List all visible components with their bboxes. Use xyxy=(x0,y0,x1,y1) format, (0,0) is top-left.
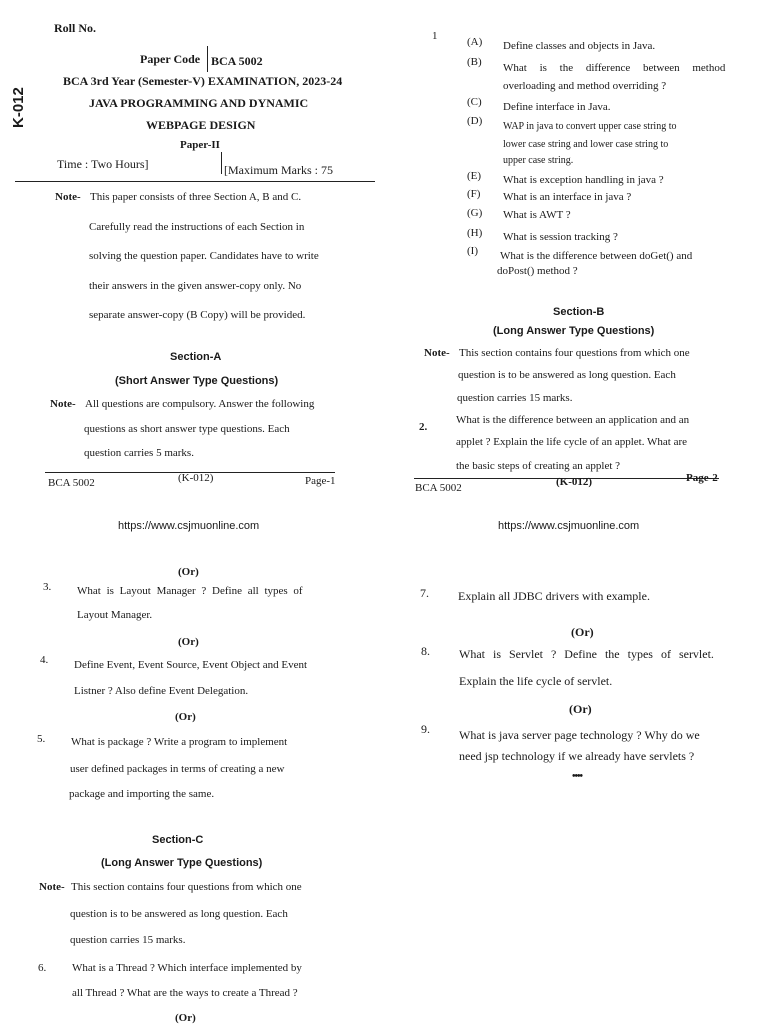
question-label: (F) xyxy=(467,188,481,200)
footer-page-number: Page-1 xyxy=(305,475,336,487)
note-label: Note- xyxy=(424,347,450,359)
exam-line: BCA 3rd Year (Semester-V) EXAMINATION, 2023-24 xyxy=(63,74,343,88)
note-line: solving the question paper. Candidates have to write xyxy=(89,250,319,262)
or-separator: (Or) xyxy=(178,566,199,578)
paper-code: BCA 5002 xyxy=(211,54,263,68)
note-line: Carefully read the instructions of each Section in xyxy=(89,221,305,233)
question-number: 8. xyxy=(421,644,430,658)
section-a-note-label: Note- xyxy=(50,398,76,410)
question-line: WAP in java to convert upper case string to xyxy=(503,121,677,132)
section-c-title: Section-C xyxy=(152,834,204,846)
question-line: the basic steps of creating an applet ? xyxy=(456,460,621,472)
question-label: (A) xyxy=(467,36,483,48)
footer-paper-code: BCA 5002 xyxy=(48,477,95,489)
question-line: What is session tracking ? xyxy=(503,231,618,243)
source-url: https://www.csjmuonline.com xyxy=(118,520,260,532)
note-line: separate answer-copy (B Copy) will be provided. xyxy=(89,309,306,321)
question-line: upper case string. xyxy=(503,155,574,166)
section-b-subtitle: (Long Answer Type Questions) xyxy=(493,325,655,337)
question-line: What is the difference between doGet() and xyxy=(500,250,693,262)
question-number: 9. xyxy=(421,722,430,736)
question-number: 4. xyxy=(40,654,49,666)
or-separator: (Or) xyxy=(178,636,199,648)
question-line: What is package ? Write a program to implement xyxy=(71,736,288,748)
time-duration: Time : Two Hours] xyxy=(57,157,149,171)
question-label: (G) xyxy=(467,207,483,219)
question-line: What is Layout Manager ? Define all types of xyxy=(77,585,303,597)
or-separator: (Or) xyxy=(175,1012,196,1024)
question-line: applet ? Explain the life cycle of an applet. What are xyxy=(456,436,687,448)
question-line: Explain the life cycle of servlet. xyxy=(459,674,613,688)
question-line: lower case string and lower case string to xyxy=(503,139,669,150)
note-line: This paper consists of three Section A, B and C. xyxy=(90,191,302,203)
note-line: question is to be answered as long question. Each xyxy=(70,908,288,920)
question-line: What is AWT ? xyxy=(503,209,571,221)
section-a-note-line: question carries 5 marks. xyxy=(84,447,194,459)
question-line: all Thread ? What are the ways to create a Thread ? xyxy=(72,987,298,999)
question-line: need jsp technology if we already have servlets ? xyxy=(459,749,695,763)
question-line: Explain all JDBC drivers with example. xyxy=(458,589,650,603)
question-label: (B) xyxy=(467,56,482,68)
question-line: doPost() method ? xyxy=(497,265,578,277)
section-a-note-line: questions as short answer type questions. Each xyxy=(84,423,290,435)
section-a-note-line: All questions are compulsory. Answer the following xyxy=(85,398,315,410)
footer-page-number: Page-2 xyxy=(686,472,718,484)
question-number: 5. xyxy=(37,733,46,745)
note-line: question carries 15 marks. xyxy=(70,934,186,946)
or-separator: (Or) xyxy=(175,711,196,723)
end-mark: •••• xyxy=(572,771,583,782)
note-line: question carries 15 marks. xyxy=(457,392,573,404)
footer-sheet-code: (K-012) xyxy=(178,472,214,484)
section-a-subtitle: (Short Answer Type Questions) xyxy=(115,375,279,387)
header-rule xyxy=(15,181,375,182)
question-line: user defined packages in terms of creating a new xyxy=(70,763,285,775)
question-line: What is an interface in java ? xyxy=(503,191,632,203)
section-b-title: Section-B xyxy=(553,306,605,318)
or-separator: (Or) xyxy=(569,702,592,716)
question-line: What is the difference between an application and an xyxy=(456,414,690,426)
side-code: K-012 xyxy=(10,87,27,128)
source-url: https://www.csjmuonline.com xyxy=(498,520,640,532)
course-title-line-2: WEBPAGE DESIGN xyxy=(146,118,256,132)
question-line: Define Event, Event Source, Event Object and Event xyxy=(74,659,308,671)
roll-no-label: Roll No. xyxy=(54,21,96,35)
question-line: What is exception handling in java ? xyxy=(503,174,664,186)
question-number: 6. xyxy=(38,962,47,974)
note-label: Note- xyxy=(39,881,65,893)
question-label: (C) xyxy=(467,96,482,108)
footer-paper-code: BCA 5002 xyxy=(415,482,462,494)
note-line: question is to be answered as long question. Each xyxy=(458,369,676,381)
paper-number: Paper-II xyxy=(180,139,220,151)
question-number: 2. xyxy=(419,421,428,433)
question-label: (H) xyxy=(467,227,483,239)
section-c-subtitle: (Long Answer Type Questions) xyxy=(101,857,263,869)
question-line: package and importing the same. xyxy=(69,788,215,800)
maximum-marks: [Maximum Marks : 75 xyxy=(224,163,333,177)
section-a-title: Section-A xyxy=(170,351,222,363)
question-number: 3. xyxy=(43,581,52,593)
question-number: 7. xyxy=(420,586,429,600)
question-line: What is the difference between method xyxy=(503,62,726,74)
divider xyxy=(207,46,208,72)
note-line: This section contains four questions from which one xyxy=(71,881,302,893)
question-line: What is java server page technology ? Why do we xyxy=(459,728,700,742)
course-title-line-1: JAVA PROGRAMMING AND DYNAMIC xyxy=(89,96,309,110)
or-separator: (Or) xyxy=(571,625,594,639)
question-line: Define classes and objects in Java. xyxy=(503,40,656,52)
note-label: Note- xyxy=(55,191,81,203)
question-line: What is Servlet ? Define the types of servlet. xyxy=(459,647,714,661)
note-line: their answers in the given answer-copy only. No xyxy=(89,280,302,292)
paper-code-label: Paper Code xyxy=(140,52,201,66)
question-label: (D) xyxy=(467,115,483,127)
question-line: Layout Manager. xyxy=(77,609,153,621)
question-line: Define interface in Java. xyxy=(503,101,611,113)
question-number: 1 xyxy=(432,30,438,42)
question-line: Listner ? Also define Event Delegation. xyxy=(74,685,249,697)
note-line: This section contains four questions from which one xyxy=(459,347,690,359)
question-label: (E) xyxy=(467,170,482,182)
question-label: (I) xyxy=(467,245,478,257)
footer-sheet-code: (K-012) xyxy=(556,476,593,488)
question-line: overloading and method overriding ? xyxy=(503,80,667,92)
question-line: What is a Thread ? Which interface implemented by xyxy=(72,962,302,974)
divider xyxy=(221,152,222,174)
